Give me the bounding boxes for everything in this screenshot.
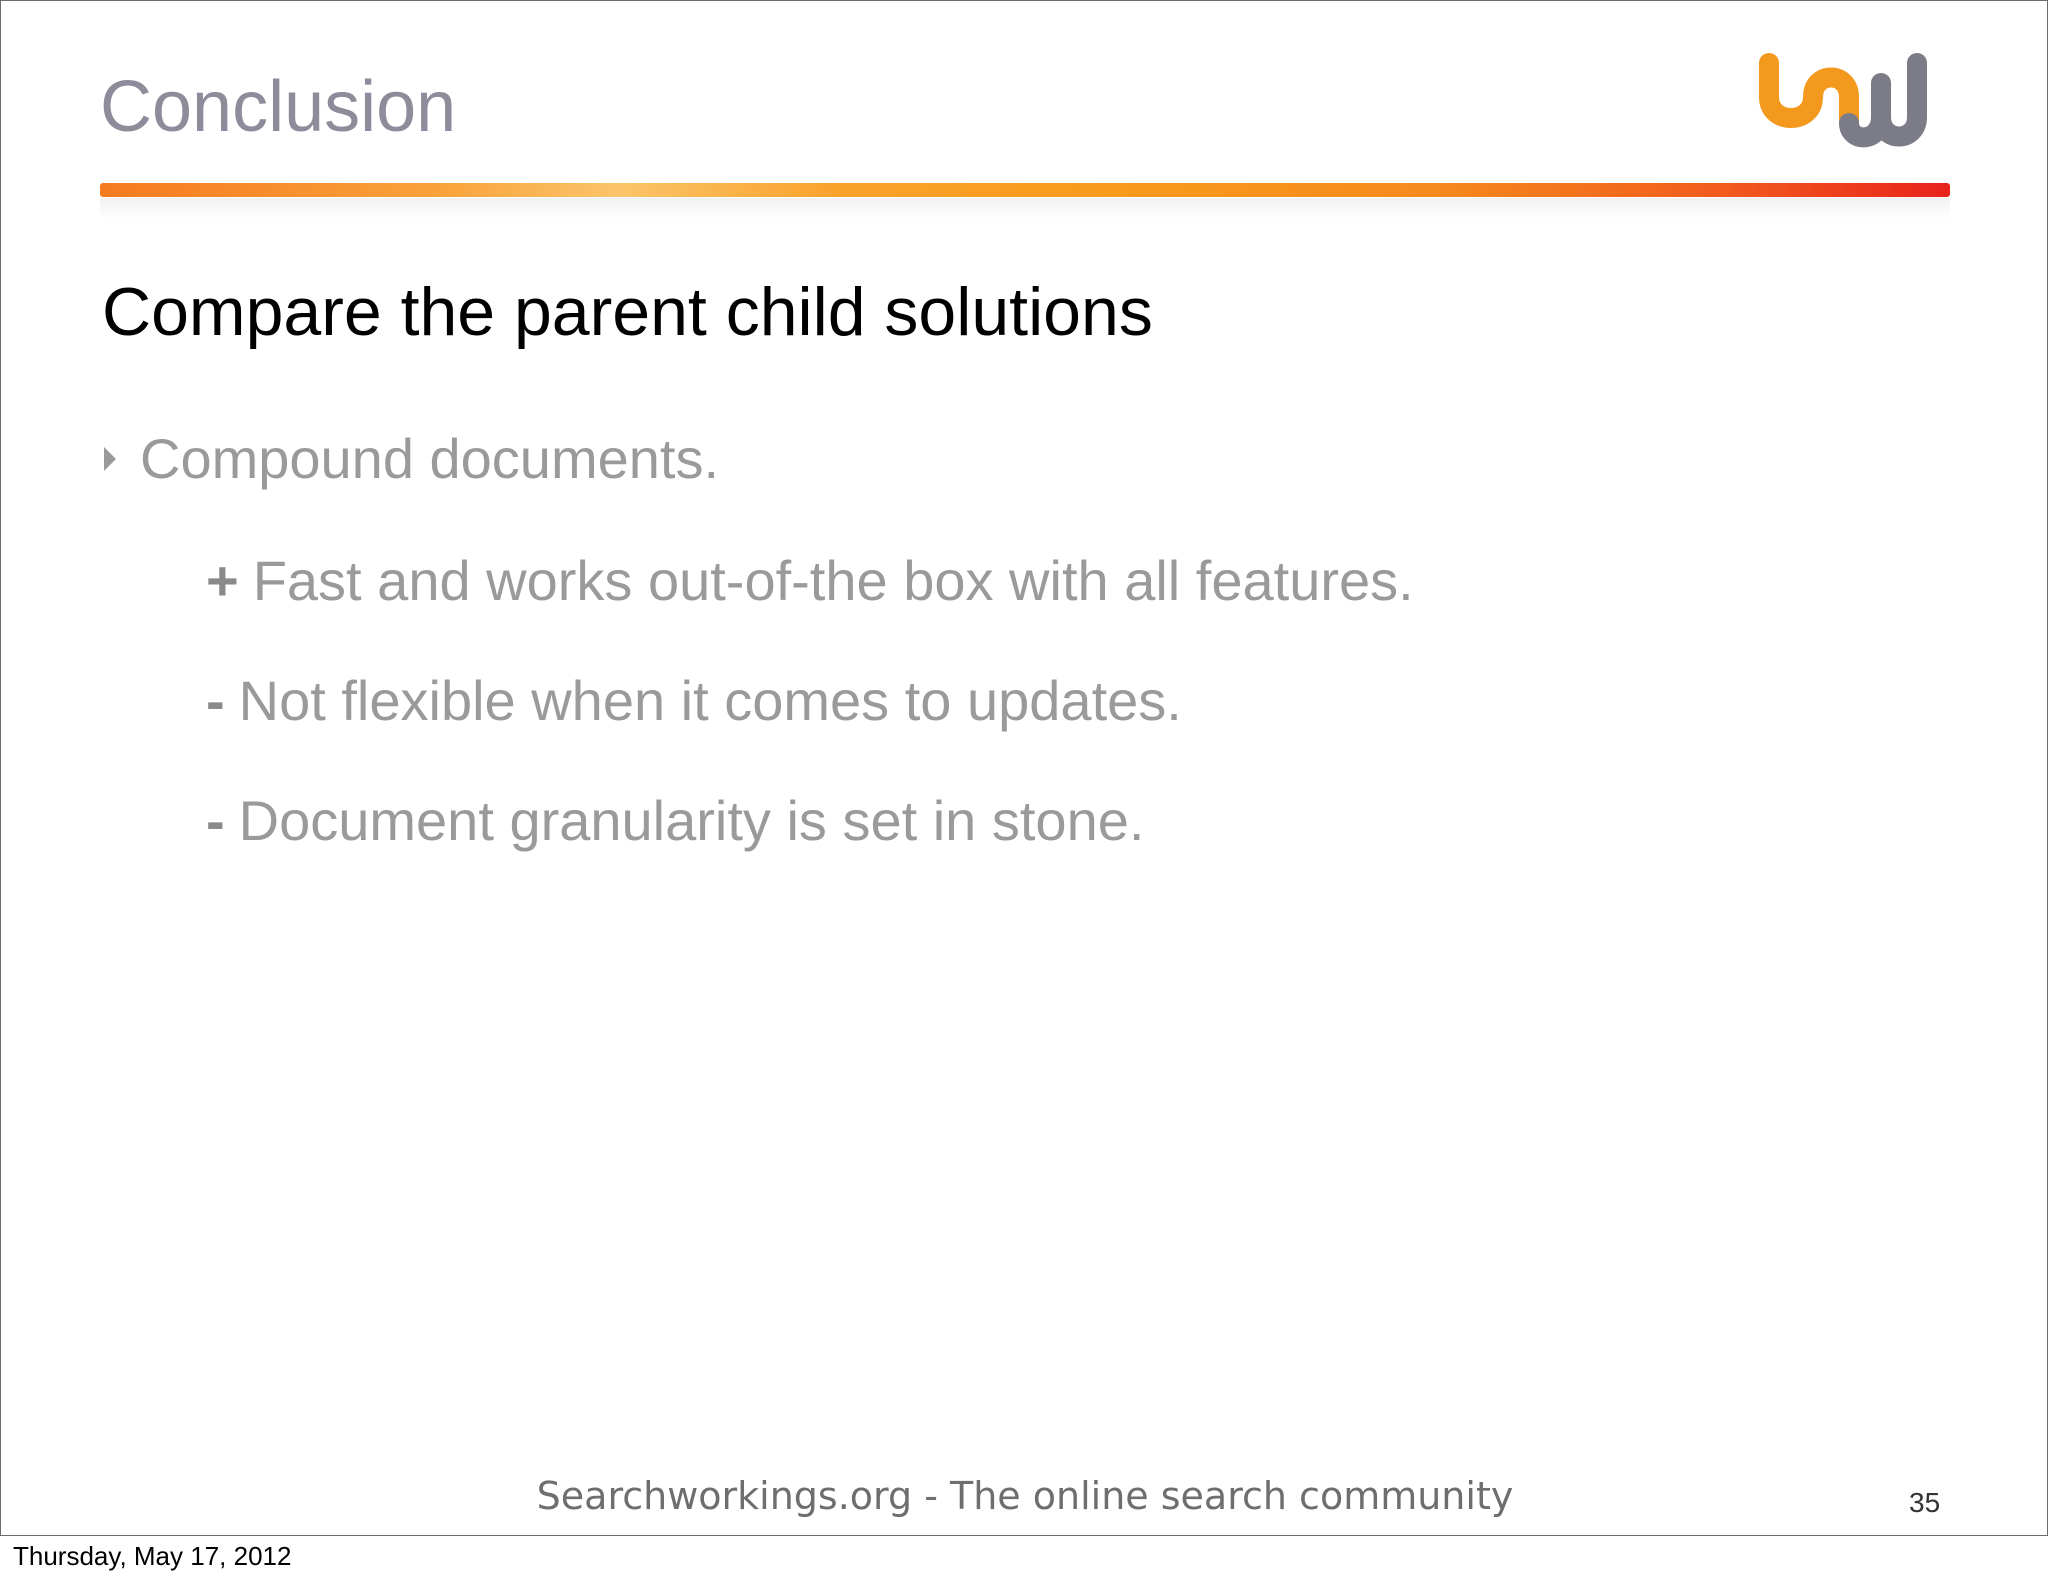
slide-title: Conclusion [100,67,457,147]
header-divider [100,183,1950,197]
slide-heading: Compare the parent child solutions [102,274,1153,350]
sub-point-text: Not flexible when it comes to updates. [238,669,1182,732]
bullet-text: Compound documents. [140,427,720,490]
sub-point-text: Document granularity is set in stone. [238,789,1145,852]
date-stamp: Thursday, May 17, 2012 [13,1541,292,1571]
header-divider-shadow [100,198,1950,220]
minus-sign: - [206,789,225,852]
bullet-item [102,427,720,490]
minus-sign: - [206,669,225,732]
page-number: 35 [1909,1487,1941,1518]
logo-gray-stroke [1849,63,1917,137]
triangle-bullet-icon [104,447,116,471]
slide-footer: Searchworkings.org - The online search community [536,1474,1514,1518]
logo-orange-stroke [1769,63,1849,123]
sub-point-con [206,789,1145,852]
sub-point-con [206,669,1182,732]
sub-point-text: Fast and works out-of-the box with all features. [252,549,1414,612]
plus-sign: + [206,549,239,612]
searchworkings-logo [1753,53,1953,149]
sub-point-pro [206,549,1414,612]
